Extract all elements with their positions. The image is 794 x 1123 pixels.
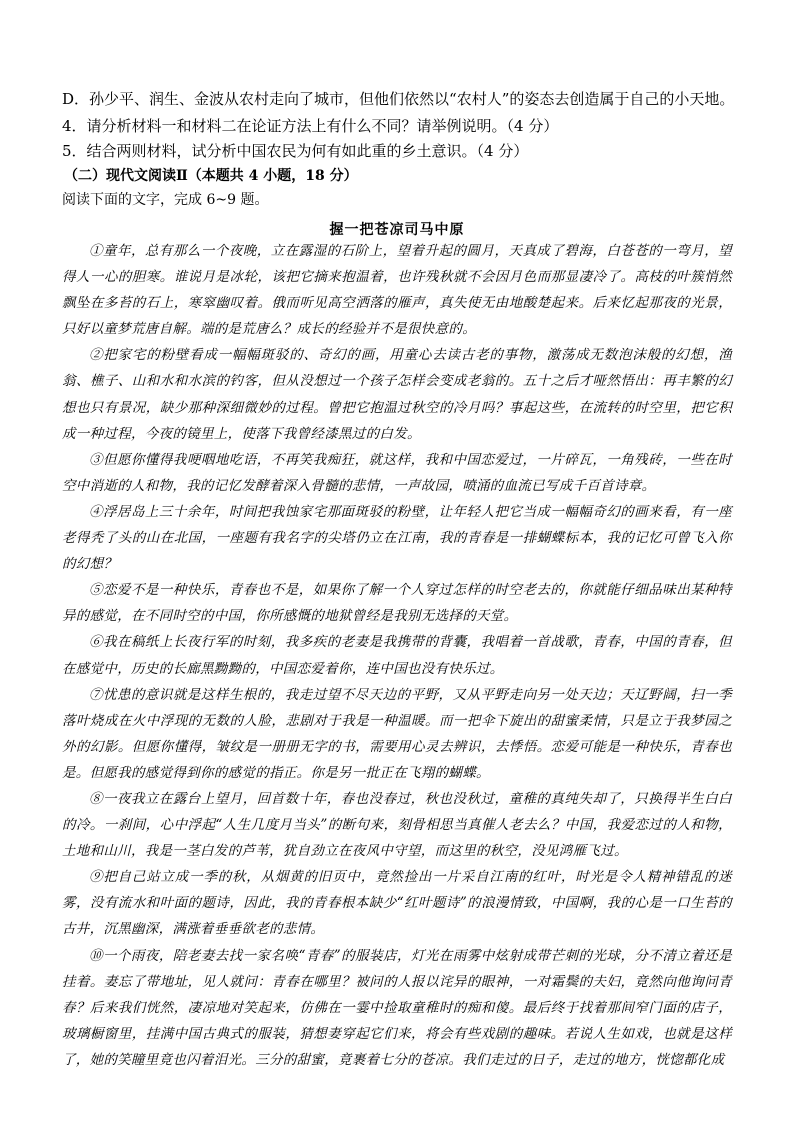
article-paragraph-2: ②把家宅的粉壁看成一幅幅斑驳的、奇幻的画，用童心去读古老的事物，激荡成无数泡沫般的幻想，渔翁、樵子、山和水和水滨的钓客，但从没想过一个孩子怎样会变成老翁的。五十之后才哑然悟出：再丰繁的幻想也只有景况，缺少那种深细微妙的过程。曾把它抱温过秋空的冷月吗？事起这些，在流转的时空里，把它积成一种过程，今夜的镜里上，使落下我曾经漆黑过的白发。 — [62, 347, 732, 442]
section-heading: （二）现代文阅读Ⅱ（本题共 4 小题，18 分） — [64, 168, 358, 184]
article-paragraph-6: ⑥我在稿纸上长夜行军的时刻，我多疾的老妻是我携带的背囊，我唱着一首战歌，青春，中国的青春，但在感觉中，历史的长廊黑黝黝的，中国恋爱着你，连中国也没有快乐过。 — [62, 634, 732, 677]
article-title: 握一把苍凉司马中原 — [329, 222, 465, 238]
article-body — [62, 238, 732, 1073]
article-paragraph-7: ⑦忧患的意识就是这样生根的，我走过望不尽天边的平野，又从平野走向另一处天边；天辽野阔，扫一季落叶烧成在火中浮现的无数的人脸，悲剧对于我是一种温暖。而一把伞下旋出的甜蜜柔情，只是立于我梦园之外的幻影。但愿你懂得，皱纹是一册册无字的书，需要用心灵去辨识，去悸悟。恋爱可能是一种快乐，青春也是。但愿我的感觉得到你的感觉的指正。你是另一批正在飞翔的蝴蝶。 — [62, 686, 732, 781]
article-paragraph-3: ③但愿你懂得我哽咽地吃语，不再笑我痴狂，就这样，我和中国恋爱过，一片碎瓦，一角残砖，一些在时空中消逝的人和物，我的记忆发酵着深入骨髓的悲情，一声故园，喷涌的血流已写成千百首诗章。 — [62, 451, 732, 494]
question-4: 4．请分析材料一和材料二在论证方法上有什么不同？请举例说明。（4 分） — [62, 117, 559, 135]
article-paragraph-5: ⑤恋爱不是一种快乐，青春也不是，如果你了解一个人穿过怎样的时空老去的，你就能仔细品味出某种特异的感觉，在不同时空的中国，你所感慨的地狱曾经是我别无选择的天堂。 — [62, 582, 732, 625]
option-d: D．孙少平、润生、金波从农村走向了城市，但他们依然以“农村人”的姿态去创造属于自己的小天地。 — [62, 90, 735, 108]
article-paragraph-8: ⑧一夜我立在露台上望月，回首数十年，春也没春过，秋也没秋过，童稚的真纯失却了，只换得半生白白的冷。一刹间，心中浮起“人生几度月当头”的断句来，刻骨相思当真催人老去么？中国，我爱恋过的人和物，土地和山川，我是一茎白发的芦苇，犹自劲立在夜风中守望，而这里的秋空，没见鸿雁飞过。 — [62, 790, 732, 860]
article-paragraph-9: ⑨把自己站立成一季的秋，从烟黄的旧页中，竟然捡出一片采自江南的红叶，时光是令人精神错乱的迷雾，没有流水和叶面的题诗，因此，我的青春根本缺少“红叶题诗”的浪漫情致，中国啊，我的心是一口生苔的古井，沉黑幽深，满涨着垂垂欲老的悲情。 — [62, 869, 732, 938]
article-paragraph-4: ④浮居岛上三十余年，时间把我蚀家宅那面斑驳的粉壁，让年轻人把它当成一幅幅奇幻的画来看，有一座老得秃了头的山在北国，一座题有我名字的尖塔仍立在江南，我的青春是一排蝴蝶标本，我的记忆可曾飞入你的幻想？ — [62, 503, 732, 573]
question-5: 5．结合两则材料，试分析中国农民为何有如此重的乡土意识。（4 分） — [62, 142, 529, 160]
reading-instruction: 阅读下面的文字，完成 6~9 题。 — [62, 192, 269, 208]
article-paragraph-1: ①童年，总有那么一个夜晚，立在露湿的石阶上，望着升起的圆月，天真成了碧海，白苍苍的一弯月，望得人一心的胆寒。谁说月是冰轮，该把它摘来抱温着，也许残秋就不会因月色而那显凄冷了。高枝的叶簇悄然飘坠在多苔的石上，寒窣幽叹着。俄而听见高空洒落的雁声，真失使无由地酸楚起来。后来忆起那夜的光景，只好以童梦荒唐自解。端的是荒唐么？成长的经验并不是很快意的。 — [62, 243, 732, 338]
article-paragraph-10: ⑩一个雨夜，陪老妻去找一家名唤“青春”的服装店，灯光在雨雾中炫射成带芒刺的光球，分不清立着还是挂着。妻忘了带地址，见人就问：青春在哪里？被问的人报以诧异的眼神，一对霜鬓的夫妇，竟然向他询问青春？后来我们恍然，凄凉地对笑起来，仿佛在一霎中捡取童稚时的痴和傻。最后终于找着那间窄门面的店子，玻璃橱窗里，挂满中国古典式的服装，猜想妻穿起它们来，将会有些戏剧的趣味。若说人生如戏，也就是这样了，她的笑瞳里竟也闪着泪光。三分的甜蜜，竟裹着七分的苍凉。我们走过的日子，走过的地方，恍惚都化成 — [62, 947, 732, 1068]
